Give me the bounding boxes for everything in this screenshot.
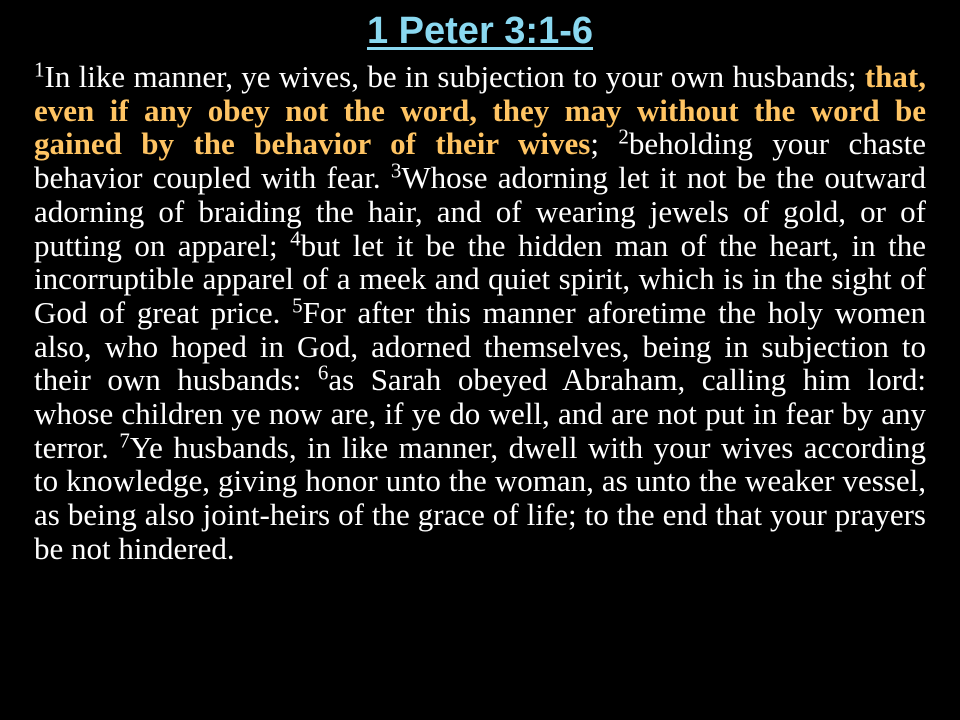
verse-text: Whose adorning let it not be the outward adorning of braiding the hair, and of wearing jewels of gold, or of putting on apparel; — [34, 160, 926, 263]
verse-number: 1 — [34, 57, 45, 82]
verse-text: but let it be the hidden man of the heart, in the incorruptible apparel of a meek and quiet spirit, which is in the sight of God of great price. — [34, 227, 926, 330]
verse-number: 3 — [390, 158, 402, 183]
verse-text: beholding your chaste behavior coupled with fear. — [34, 126, 926, 196]
verse-number: 7 — [119, 428, 130, 453]
verse-text: as Sarah obeyed Abraham, calling him lord: whose children ye now are, if ye do well, and are not put in fear by any terror. — [34, 362, 927, 465]
verse-number: 2 — [618, 124, 629, 149]
slide-title: 1 Peter 3:1-6 — [366, 10, 593, 52]
highlighted-verse-text: that, even if any obey not the word, they may without the word be gained by the behavior of their wives — [34, 59, 926, 162]
verse-number: 6 — [317, 360, 329, 385]
verse-text: Ye husbands, in like manner, dwell with your wives according to knowledge, giving honor unto the woman, as unto the weaker vessel, as being also joint-heirs of the grace of life; to the end that your prayers be not hindered. — [34, 429, 926, 566]
scripture-passage — [34, 57, 927, 566]
verse-number: 5 — [292, 293, 303, 318]
verse-text: ; — [590, 126, 619, 162]
verse-number: 4 — [290, 226, 301, 251]
verse-text: For after this manner aforetime the holy women also, who hoped in God, adorned themselves, being in subjection to their own husbands: — [34, 294, 926, 398]
verse-text: In like manner, ye wives, be in subjection to your own husbands; — [44, 59, 865, 94]
